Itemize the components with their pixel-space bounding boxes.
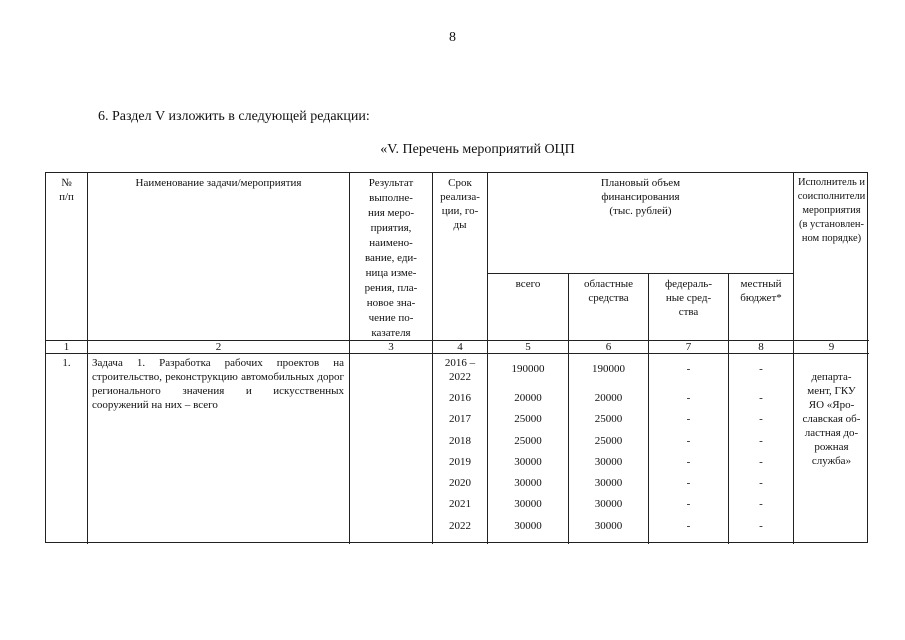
local-cell: - bbox=[759, 434, 763, 447]
federal-cell: - bbox=[686, 477, 691, 490]
local-column bbox=[729, 354, 794, 544]
column-number: 9 bbox=[794, 341, 869, 354]
total-cell: 25000 bbox=[514, 413, 542, 426]
regional-column bbox=[569, 354, 649, 544]
column-number: 3 bbox=[350, 341, 433, 354]
years-column bbox=[433, 354, 488, 544]
measures-table bbox=[45, 172, 868, 543]
regional-cell: 30000 bbox=[594, 455, 623, 468]
section-heading: «V. Перечень мероприятий ОЦП bbox=[380, 142, 575, 157]
header-name: Наименование задачи/мероприятия bbox=[88, 173, 350, 341]
row-num: 1. bbox=[46, 354, 88, 544]
column-number: 2 bbox=[88, 341, 350, 354]
header-term: Срок реализа- ции, го- ды bbox=[433, 173, 488, 341]
regional-cell: 190000 bbox=[592, 363, 625, 375]
header-num: № п/п bbox=[46, 173, 88, 341]
total-cell: 30000 bbox=[514, 498, 542, 511]
task-description: Задача 1. Разработка рабочих проектов на строительство, реконструкцию автомобильных дорог регионального значения и искусственных сооружений на них – всего bbox=[88, 354, 350, 544]
total-column bbox=[488, 354, 569, 544]
local-cell: - bbox=[759, 413, 763, 426]
total-cell: 25000 bbox=[514, 434, 542, 447]
federal-cell: - bbox=[686, 392, 691, 404]
year-cell: 2016 – 2022 bbox=[444, 357, 476, 383]
federal-cell: - bbox=[686, 498, 691, 511]
regional-cell: 25000 bbox=[594, 413, 623, 426]
header-executor: Исполнитель и соисполнители мероприятия (в установлен- ном порядке) bbox=[794, 173, 869, 341]
local-cell: - bbox=[759, 477, 763, 490]
column-number: 4 bbox=[433, 341, 488, 354]
column-number: 7 bbox=[649, 341, 729, 354]
federal-column bbox=[649, 354, 729, 544]
column-number: 5 bbox=[488, 341, 569, 354]
regional-cell: 30000 bbox=[594, 519, 623, 532]
header-federal: федераль- ные сред- ства bbox=[649, 274, 729, 341]
total-cell: 30000 bbox=[514, 455, 542, 468]
federal-cell: - bbox=[686, 434, 691, 447]
regional-cell: 25000 bbox=[594, 434, 623, 447]
federal-cell: - bbox=[686, 455, 691, 468]
column-number: 6 bbox=[569, 341, 649, 354]
year-cell: 2017 bbox=[449, 413, 471, 426]
year-cell: 2021 bbox=[449, 498, 471, 511]
year-cell: 2018 bbox=[449, 434, 471, 447]
intro-paragraph: 6. Раздел V изложить в следующей редакции: bbox=[98, 109, 370, 124]
column-number: 8 bbox=[729, 341, 794, 354]
federal-cell: - bbox=[686, 363, 691, 375]
local-cell: - bbox=[759, 498, 763, 511]
header-total: всего bbox=[488, 274, 569, 341]
total-cell: 30000 bbox=[514, 519, 542, 532]
total-cell: 30000 bbox=[514, 477, 542, 490]
local-cell: - bbox=[759, 519, 763, 532]
header-regional: областные средства bbox=[569, 274, 649, 341]
year-cell: 2022 bbox=[449, 519, 471, 532]
executor-cell: департа- мент, ГКУ ЯО «Яро- славская об- ластная до- рожная служба» bbox=[802, 371, 861, 467]
regional-cell: 30000 bbox=[594, 498, 623, 511]
header-result: Результат выполне- ния меро- приятия, наимено- вание, еди- ница изме- рения, пла- новое зна- чение по- казателя bbox=[350, 173, 433, 341]
column-number: 1 bbox=[46, 341, 88, 354]
federal-cell: - bbox=[686, 413, 691, 426]
page-number: 8 bbox=[449, 30, 456, 45]
year-cell: 2016 bbox=[449, 392, 471, 404]
header-funding: Плановый объем финансирования (тыс. рублей) bbox=[488, 173, 794, 274]
local-cell: - bbox=[759, 363, 763, 375]
task-result bbox=[350, 354, 433, 544]
total-cell: 190000 bbox=[511, 363, 545, 375]
federal-cell: - bbox=[686, 519, 691, 532]
total-cell: 20000 bbox=[514, 392, 542, 404]
local-cell: - bbox=[759, 392, 763, 404]
year-cell: 2019 bbox=[449, 455, 471, 468]
year-cell: 2020 bbox=[449, 477, 471, 490]
regional-cell: 20000 bbox=[594, 392, 623, 404]
header-local: местный бюджет* bbox=[729, 274, 794, 341]
regional-cell: 30000 bbox=[594, 477, 623, 490]
local-cell: - bbox=[759, 455, 763, 468]
